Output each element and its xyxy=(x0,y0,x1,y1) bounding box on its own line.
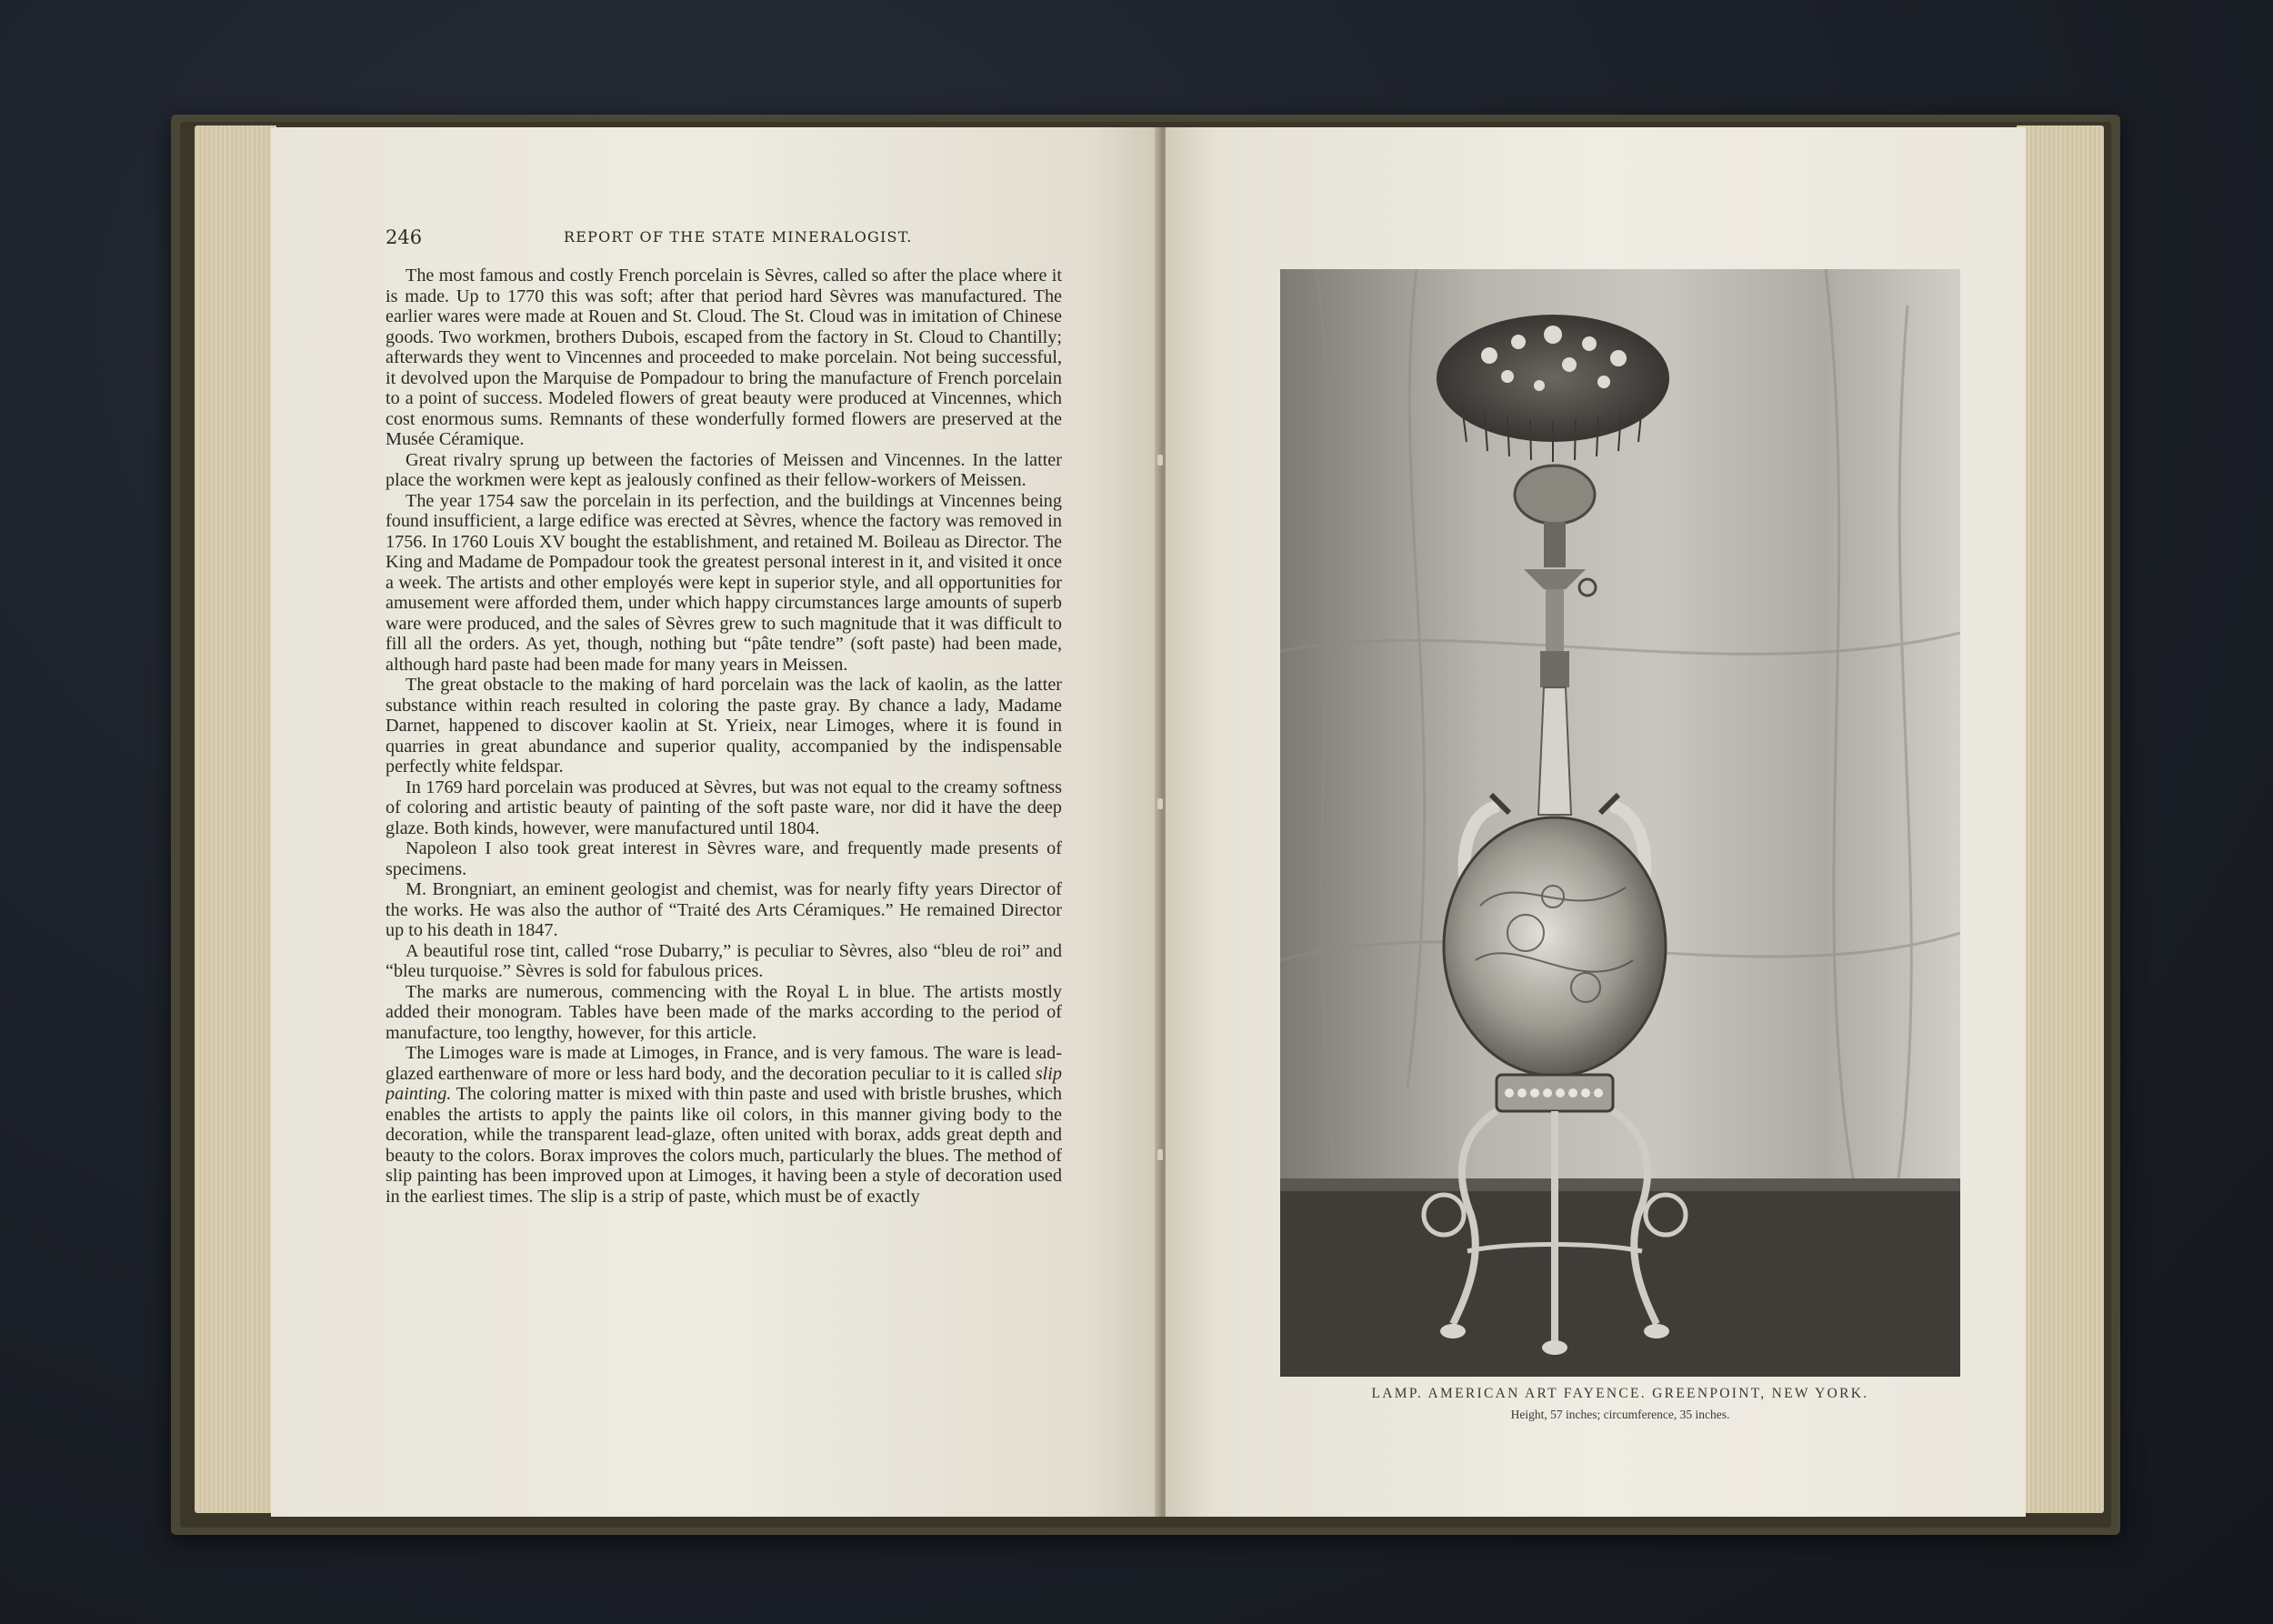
vase-neck xyxy=(1538,687,1571,815)
paragraph: The year 1754 saw the porcelain in its perfection, and the buildings at Vincennes being found insufficient, a large edifice was erected at Sèvres, whence the factory was removed in 1756. In 1760 Louis XV bought the establishment, and retained M. Boileau as Director. The King and Madame de Pompadour took the greatest personal interest in it, and visited it once a week. The artists and other employés were kept in superior style, and all opportunities for amusement were afforded them, under which happy circumstances large amounts of superb ware were produced, and the sales of Sèvres grew to such magnitude that it was difficult to fill all the orders. As yet, though, nothing but “pâte tendre” (soft paste) had been made, although hard paste had been made for many years in Meissen. xyxy=(386,490,1062,675)
plate-caption xyxy=(1280,1386,1960,1422)
paragraph: Napoleon I also took great interest in Sèvres ware, and frequently made presents of specimens. xyxy=(386,838,1062,879)
binding-stitch xyxy=(1157,1149,1163,1160)
lamp-photograph xyxy=(1280,269,1960,1377)
caption-title: LAMP. AMERICAN ART FAYENCE. GREENPOINT, NEW YORK. xyxy=(1371,1386,1869,1401)
oil-font xyxy=(1515,466,1595,524)
body-text xyxy=(386,266,1062,1420)
lamp-illustration xyxy=(1280,269,1960,1377)
paragraph-text-before: The Limoges ware is made at Limoges, in France, and is very famous. The ware is lead-glazed earthenware of more or less hard body, and the decoration peculiar to it is called xyxy=(386,1043,1062,1084)
italic-term: slip painting. xyxy=(386,1063,1062,1104)
paragraph: The great obstacle to the making of hard porcelain was the lack of kaolin, as the latter substance within reach resulted in coloring the paste gray. By chance a lady, Madame Darnet, happened to discover kaolin at St. Yrieix, near Limoges, where it is found in quarries in great abundance and superior quality, accompanied by the indispensable perfectly white feldspar. xyxy=(386,675,1062,777)
floor-carpet xyxy=(1280,1188,1960,1377)
paragraph-text-after: The coloring matter is mixed with thin paste and used with bristle brushes, which enables the artists to apply the paints like oil colors, in this manner giving body to the decoration, while the transparent lead-glaze, often united with borax, adds great depth and beauty to the colors. Borax improves the colors much, particularly the blues. The method of slip painting has been improved upon at Limoges, it having been a style of decoration used in the earliest times. The slip is a strip of paste, which must be of exactly xyxy=(386,1084,1062,1207)
page-edges-left xyxy=(195,125,276,1513)
paragraph-limoges xyxy=(386,1043,1062,1207)
binding-stitch xyxy=(1157,455,1163,466)
paragraph: In 1769 hard porcelain was produced at Sèvres, but was not equal to the creamy softness of coloring and artistic beauty of painting of the soft paste ware, nor did it have the deep glaze. Both kinds, however, were manufactured until 1804. xyxy=(386,777,1062,838)
paragraph: M. Brongniart, an eminent geologist and chemist, was for nearly fifty years Director of the works. He was also the author of “Traité des Arts Céramiques.” He remained Director up to his death in 1847. xyxy=(386,879,1062,940)
paragraph: A beautiful rose tint, called “rose Dubarry,” is peculiar to Sèvres, also “bleu de roi” and “bleu turquoise.” Sèvres is sold for fabulous prices. xyxy=(386,940,1062,981)
caption-dimensions: Height, 57 inches; circumference, 35 inches. xyxy=(1510,1408,1730,1421)
paragraph: Great rivalry sprung up between the factories of Meissen and Vincennes. In the latter place the workmen were kept as jealously confined as their fellow-workers of Meissen. xyxy=(386,449,1062,490)
paragraph: The marks are numerous, commencing with the Royal L in blue. The artists mostly added their monogram. Tables have been made of the marks according to the period of manufacture, too lengthy, however, for this article. xyxy=(386,981,1062,1043)
vase-body xyxy=(1444,817,1666,1076)
paragraph: The most famous and costly French porcelain is Sèvres, called so after the place where it is made. Up to 1770 this was soft; after that period hard Sèvres was manufactured. The earlier wares were made at Rouen and St. Cloud. The St. Cloud was in imitation of Chinese goods. Two workmen, brothers Dubois, escaped from the factory in St. Cloud to Chantilly; afterwards they went to Vincennes and proceeded to make porcelain. Not being successful, it devolved upon the Marquise de Pompadour to bring the manufacture of French porcelain to a point of success. Modeled flowers of great beauty were produced at Vincennes, which cost enormous sums. Remnants of these wonderfully formed flowers are preserved at the Musée Céramique. xyxy=(386,266,1062,449)
binding-stitch xyxy=(1157,798,1163,809)
page-edges-right xyxy=(2017,125,2104,1513)
running-head: REPORT OF THE STATE MINERALOGIST. xyxy=(564,228,913,246)
page-number: 246 xyxy=(386,226,423,248)
page-header xyxy=(386,226,1062,248)
